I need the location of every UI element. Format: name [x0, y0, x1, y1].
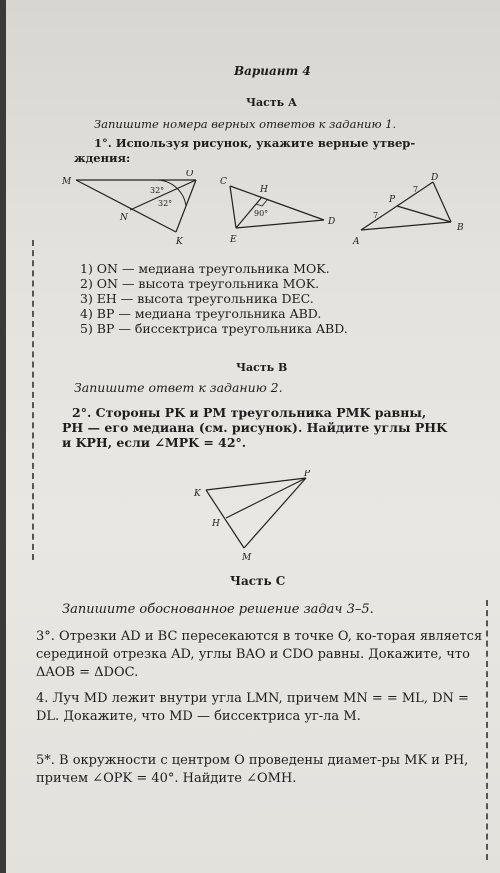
task1-option-2: 2) ON — высота треугольника MOK. [80, 276, 320, 291]
fig2-side-cd [230, 186, 324, 220]
fig2-label-h: H [260, 185, 268, 195]
fig4-side-pm [244, 478, 306, 548]
fig2-side-ce [230, 186, 236, 228]
fig3-label-p: P [389, 195, 396, 205]
fig2-label-d: D [328, 217, 336, 227]
fig4-label-k: K [194, 489, 201, 499]
fig1-label-n: N [120, 213, 128, 223]
fig3-segment-bp [397, 206, 451, 222]
figure-triangle-mok [58, 170, 198, 250]
fig3-side-ab [361, 222, 451, 230]
fig4-label-h: H [212, 519, 220, 529]
fig1-label-k: K [176, 237, 183, 247]
figure-triangle-dec [216, 172, 346, 252]
fig4-median-ph [226, 478, 306, 518]
task1-text-line1: 1°. Используя рисунок, укажите верные утвер- [94, 136, 416, 150]
fig4-side-kp [206, 478, 306, 490]
task2-line1: 2°. Стороны PK и PM треугольника PMK равны, [72, 405, 427, 420]
part-a-title: Часть А [246, 96, 297, 109]
fig1-label-m: M [62, 177, 72, 187]
task5-text: 5*. В окружности с центром O проведены диамет-ры MK и PH, причем ∠OPK = 40°. Найдите ∠OMH. [36, 753, 469, 786]
task1-text-line2: ждения: [74, 151, 131, 165]
fig3-label-d: D [431, 173, 439, 183]
fig3-side-db [433, 182, 451, 222]
fig3-mark-1: 7 [413, 185, 419, 194]
fig1-label-o: O [186, 170, 194, 179]
fig3-mark-2: 7 [373, 211, 379, 220]
fig2-label-e: E [230, 235, 237, 245]
part-a-instruction: Запишите номера верных ответов к заданию 1. [94, 117, 397, 131]
cut-line-left [32, 240, 34, 560]
figure-triangle-abd [351, 172, 481, 252]
fig2-side-ed [236, 220, 324, 228]
variant-title: Вариант 4 [234, 64, 311, 78]
part-c-instruction: Запишите обоснованное решение задач 3–5. [62, 602, 374, 617]
fig4-label-p: P [304, 470, 311, 479]
fig4-label-m: M [242, 553, 252, 563]
fig3-label-b: B [457, 223, 464, 233]
task1-option-4: 4) BP — медиана треугольника ABD. [80, 306, 322, 321]
task3-text: 3°. Отрезки AD и BC пересекаются в точке O, ко-торая является серединой отрезка AD, углы BAO и CDO равны. Докажите, что ΔAOB = ΔDOC. [36, 629, 483, 680]
task4-text: 4. Луч MD лежит внутри угла LMN, причем MN = = ML, DN = DL. Докажите, что MD — биссектриса уг-ла M. [36, 691, 469, 724]
task1-option-3: 3) EH — высота треугольника DEC. [80, 291, 314, 306]
task1-option-5: 5) BP — биссектриса треугольника ABD. [80, 321, 348, 336]
fig3-label-a: A [353, 237, 360, 247]
fig2-label-c: C [220, 177, 227, 187]
cut-line-right [486, 600, 488, 860]
task2-line2: PH — его медиана (см. рисунок). Найдите углы PHK [62, 420, 447, 435]
part-b-title: Часть В [236, 361, 288, 374]
fig1-angle-label-2: 32° [158, 199, 173, 208]
figure-triangle-pmk [186, 470, 326, 565]
part-c-title: Часть С [230, 574, 286, 588]
task2-line3: и KPH, если ∠MPK = 42°. [62, 435, 247, 450]
fig2-angle-label: 90° [254, 209, 269, 218]
fig1-angle-label-1: 32° [150, 186, 165, 195]
task1-option-1: 1) ON — медиана треугольника MOK. [80, 261, 330, 276]
worksheet-page [6, 0, 500, 873]
part-b-instruction: Запишите ответ к заданию 2. [74, 380, 283, 395]
